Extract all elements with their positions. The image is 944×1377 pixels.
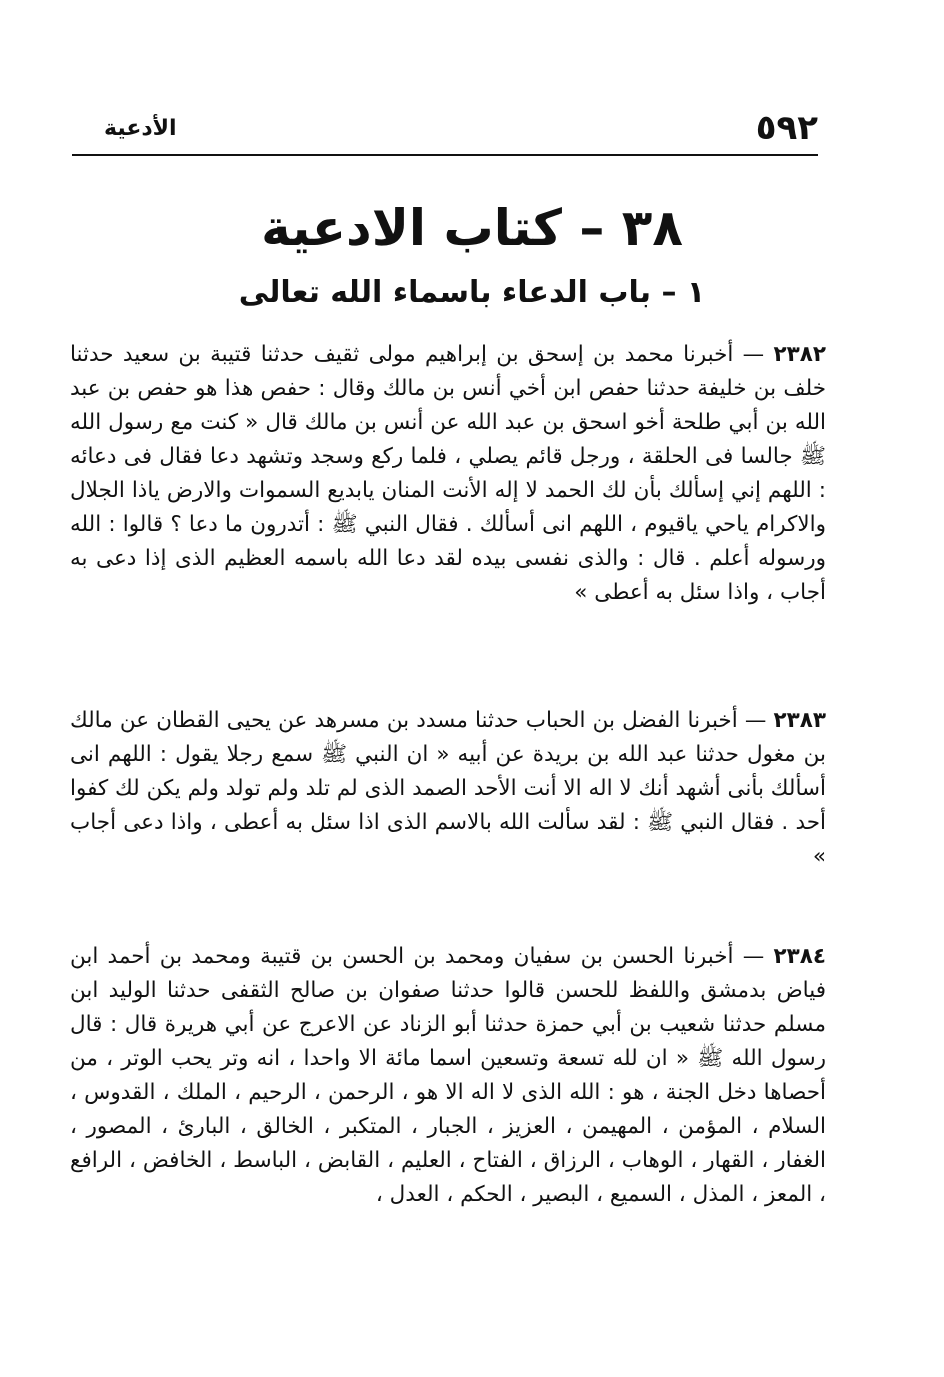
running-title: الأدعية <box>104 116 177 141</box>
hadith-number: ٢٣٨٣ <box>773 708 826 733</box>
book-title: ٣٨ – كتاب الادعية <box>261 199 683 257</box>
chapter-title: ١ – باب الدعاء باسماء الله تعالى <box>238 275 706 310</box>
page-header <box>72 108 818 156</box>
hadith-text: — أخبرنا الفضل بن الحباب حدثنا مسدد بن مسرهد عن يحيى القطان عن مالك بن مغول حدثنا عبد الله بن بريدة عن أبيه « ان النبي ﷺ سمع رجلا يقول : اللهم انى أسألك بأنى أشهد أنك لا اله الا أنت الأحد الصمد الذى لم تلد ولم تولد ولم يكن لك كفوا أحد . فقال النبي ﷺ : لقد سألت الله بالاسم الذى اذا سئل به أعطى ، واذا دعى أجاب » <box>70 708 826 869</box>
hadith-paragraph <box>70 704 826 874</box>
hadith-paragraph <box>70 940 826 1212</box>
hadith-number: ٢٣٨٤ <box>773 944 826 969</box>
page-number: ٥٩٢ <box>755 108 818 148</box>
hadith-text: — أخبرنا محمد بن إسحق بن إبراهيم مولى ثقيف حدثنا قتيبة بن سعيد حدثنا خلف بن خليفة حدثنا حفص ابن أخي أنس بن مالك وقال : حفص هذا هو حفص بن عبد الله بن أبي طلحة أخو اسحق بن عبد الله عن أنس بن مالك قال « كنت مع رسول الله ﷺ جالسا فى الحلقة ، ورجل قائم يصلي ، فلما ركع وسجد وتشهد دعا فقال فى دعائه : اللهم إني إسألك بأن لك الحمد لا إله الأنت المنان يابديع السموات والارض ياذا الجلال والاكرام ياحي ياقيوم ، اللهم انى أسألك . فقال النبي ﷺ : أتدرون ما دعا ؟ قالوا : الله ورسوله أعلم . قال : والذى نفسى بيده لقد دعا الله باسمه العظيم الذى إذا دعى به أجاب ، واذا سئل به أعطى » <box>70 342 826 605</box>
hadith-text: — أخبرنا الحسن بن سفيان ومحمد بن الحسن بن قتيبة ومحمد بن أحمد ابن فياض بدمشق واللفظ للحسن قالوا حدثنا صفوان بن صالح الثقفى حدثنا الوليد ابن مسلم حدثنا شعيب بن أبي حمزة حدثنا أبو الزناد عن الاعرج عن أبي هريرة قال : قال رسول الله ﷺ « ان لله تسعة وتسعين اسما مائة الا واحدا ، انه وتر يحب الوتر ، من أحصاها دخل الجنة ، هو : الله الذى لا اله الا هو ، الرحمن ، الرحيم ، الملك ، القدوس ، السلام ، المؤمن ، المهيمن ، العزيز ، الجبار ، المتكبر ، الخالق ، البارئ ، المصور ، الغفار ، القهار ، الوهاب ، الرزاق ، الفتاح ، العليم ، القابض ، الباسط ، الخافض ، الرافع ، المعز ، المذل ، السميع ، البصير ، الحكم ، العدل ، <box>70 944 826 1207</box>
hadith-paragraph <box>70 338 826 610</box>
hadith-number: ٢٣٨٢ <box>773 342 827 367</box>
